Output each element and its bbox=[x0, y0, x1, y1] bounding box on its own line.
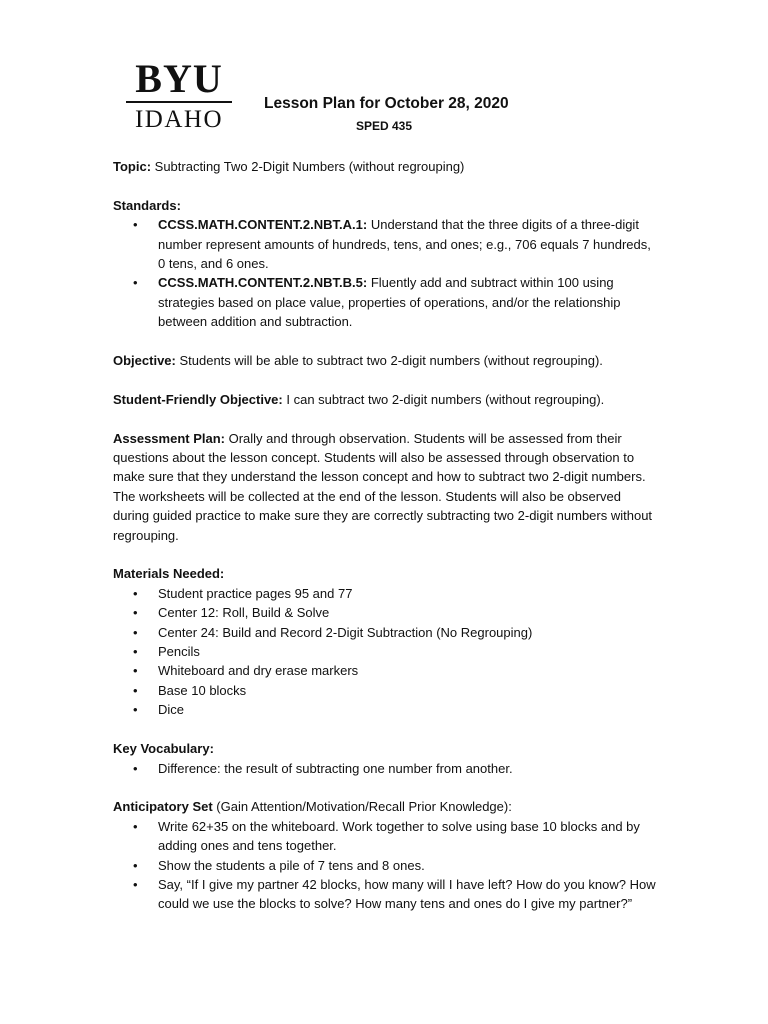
vocabulary-text: Difference: the result of subtracting one number from another. bbox=[158, 760, 513, 776]
anticipatory-item bbox=[113, 817, 658, 856]
bullet-icon: • bbox=[133, 876, 138, 892]
logo-bottom-text: IDAHO bbox=[134, 106, 224, 133]
materials-list bbox=[113, 584, 658, 720]
anticipatory-heading bbox=[113, 797, 658, 816]
anticipatory-label: Anticipatory Set bbox=[113, 799, 213, 815]
bullet-icon: • bbox=[133, 818, 138, 834]
objective-line bbox=[113, 351, 658, 370]
material-text: Whiteboard and dry erase markers bbox=[158, 663, 359, 679]
material-text: Base 10 blocks bbox=[158, 682, 247, 698]
standard-code: CCSS.MATH.CONTENT.2.NBT.B.5: bbox=[158, 275, 368, 291]
bullet-icon: • bbox=[133, 585, 138, 601]
student-objective-label: Student-Friendly Objective: bbox=[113, 391, 283, 407]
topic-label: Topic: bbox=[113, 159, 152, 174]
course-code: SPED 435 bbox=[356, 119, 413, 133]
logo-divider bbox=[126, 101, 232, 103]
material-item bbox=[113, 584, 658, 603]
anticipatory-item bbox=[113, 856, 658, 875]
logo-top-text: BYU bbox=[135, 56, 223, 101]
material-item bbox=[113, 642, 658, 661]
standard-text: Understand that the three digits of a three-digit number represent amounts of hundreds, tens, and ones; e.g., 706 equals 7 hundreds, 0 tens, and 6 ones. bbox=[158, 217, 651, 272]
standard-text: Fluently add and subtract within 100 using strategies based on place value, properties of operations, and/or the relationship between addition and subtraction. bbox=[158, 275, 621, 330]
assessment-text: Orally and through observation. Students will be assessed from their questions about the lesson concept. Students will also be assessed through observation to make sure that they understand the lesson concept and how to subtract two 2-digit numbers. The worksheets will be collected at the end of the lesson. Students will also be observed during guided practice to make sure they are correctly subtracting two 2-digit numbers without regrouping. bbox=[113, 430, 653, 543]
standard-item bbox=[113, 273, 658, 331]
anticipatory-note: (Gain Attention/Motivation/Recall Prior Knowledge): bbox=[212, 799, 512, 815]
bullet-icon: • bbox=[133, 644, 138, 660]
vocabulary-label: Key Vocabulary: bbox=[113, 741, 214, 757]
anticipatory-text: Show the students a pile of 7 tens and 8 ones. bbox=[158, 857, 425, 873]
anticipatory-text: Say, “If I give my partner 42 blocks, how many will I have left? How do you know? How could we use the blocks to solve? How many tens and ones do I give my partner?” bbox=[158, 876, 656, 912]
standards-label: Standards: bbox=[113, 197, 181, 213]
topic-text: Subtracting Two 2-Digit Numbers (without regrouping) bbox=[151, 159, 465, 174]
objective-text: Students will be able to subtract two 2-digit numbers (without regrouping). bbox=[175, 353, 603, 369]
material-text: Center 24: Build and Record 2-Digit Subtraction (No Regrouping) bbox=[158, 624, 533, 640]
bullet-icon: • bbox=[133, 663, 138, 679]
bullet-icon: • bbox=[133, 217, 138, 233]
material-item bbox=[113, 661, 658, 680]
vocabulary-item bbox=[113, 759, 658, 778]
bullet-icon: • bbox=[133, 275, 138, 291]
anticipatory-text: Write 62+35 on the whiteboard. Work together to solve using base 10 blocks and by adding ones and tens together. bbox=[158, 818, 640, 854]
bullet-icon: • bbox=[133, 624, 138, 640]
bullet-icon: • bbox=[133, 682, 138, 698]
byu-idaho-logo bbox=[126, 56, 232, 133]
assessment-label: Assessment Plan: bbox=[113, 430, 225, 446]
material-item bbox=[113, 623, 658, 642]
bullet-icon: • bbox=[133, 760, 138, 776]
anticipatory-item bbox=[113, 875, 658, 914]
standard-code: CCSS.MATH.CONTENT.2.NBT.A.1: bbox=[158, 217, 368, 233]
topic-line bbox=[113, 157, 658, 176]
page-title: Lesson Plan for October 28, 2020 bbox=[264, 95, 509, 112]
bullet-icon: • bbox=[133, 605, 138, 621]
materials-label: Materials Needed: bbox=[113, 566, 225, 582]
material-item bbox=[113, 700, 658, 719]
material-text: Center 12: Roll, Build & Solve bbox=[158, 605, 330, 621]
lesson-body bbox=[113, 157, 658, 914]
material-text: Pencils bbox=[158, 644, 200, 660]
standard-item bbox=[113, 215, 658, 273]
material-item bbox=[113, 603, 658, 622]
vocabulary-list bbox=[113, 759, 658, 778]
material-text: Student practice pages 95 and 77 bbox=[158, 585, 353, 601]
student-objective-text: I can subtract two 2-digit numbers (without regrouping). bbox=[282, 391, 605, 407]
bullet-icon: • bbox=[133, 857, 138, 873]
assessment-paragraph bbox=[113, 429, 658, 545]
objective-label: Objective: bbox=[113, 353, 176, 369]
student-objective-line bbox=[113, 390, 658, 409]
anticipatory-list bbox=[113, 817, 658, 914]
standards-list bbox=[113, 215, 658, 331]
bullet-icon: • bbox=[133, 702, 138, 718]
material-text: Dice bbox=[158, 702, 185, 718]
material-item bbox=[113, 681, 658, 700]
